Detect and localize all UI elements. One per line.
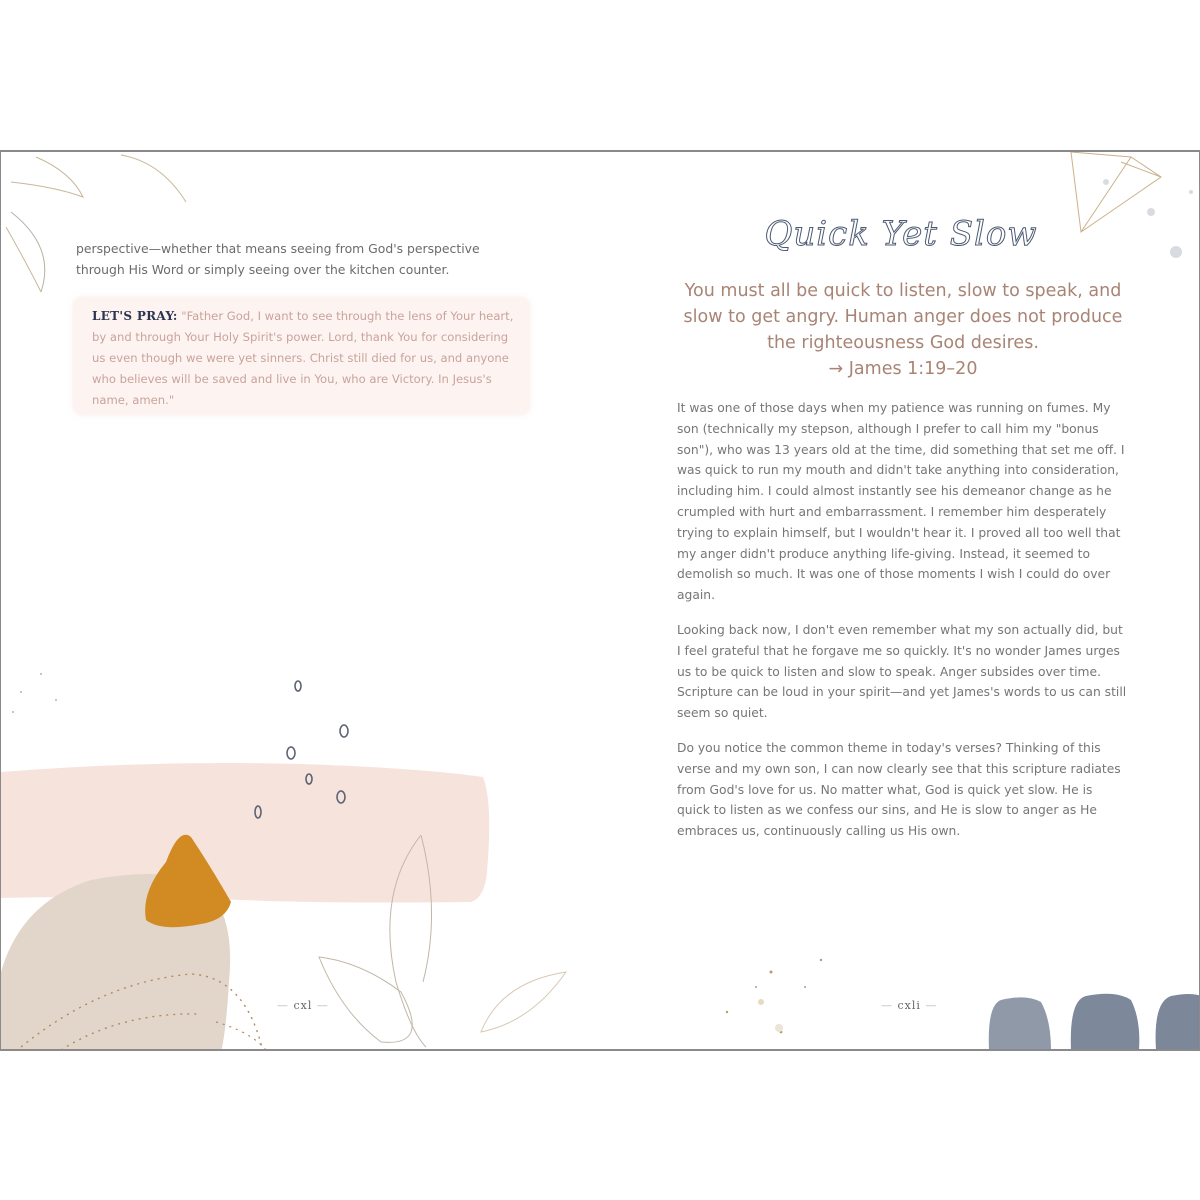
body-paragraph-1: It was one of those days when my patience was running on fumes. My son (technically my stepson, although I prefer to call him my "bonus son"), who was 13 years old at the time, did something that set me off. I was quick to run my mouth and didn't take anything into consideration, including him. I could almost instantly see his demeanor change as he crumpled with hurt and embarrassment. I remember him desperately trying to explain himself, but I wouldn't hear it. I proved all too well that my anger didn't produce anything life-giving. Instead, it seemed to demolish so much. It was one of those moments I wish I could do over again. [677, 401, 1125, 603]
body-paragraph-3: Do you notice the common theme in today's verses? Thinking of this verse and my own son, I can now clearly see that this scripture radiates from God's love for us. No matter what, God is quick yet slow. He is quick to listen as we confess our sins, and He is slow to anger as He embraces us, continuously calling us His own. [677, 741, 1121, 839]
prayer-box [74, 298, 529, 414]
prayer-text [92, 306, 514, 411]
left-page-number: — cxl — [277, 999, 329, 1012]
prayer-label: LET'S PRAY: [92, 309, 178, 323]
book-spread [0, 150, 1200, 1051]
watercolor-shapes-bottom-left [1, 652, 601, 1051]
verse-text: You must all be quick to listen, slow to speak, and slow to get angry. Human anger does not produce the righteousness God desires. [683, 281, 1123, 353]
devotion-title: Quick Yet Slow [764, 214, 1038, 254]
prayer-body: "Father God, I want to see through the lens of Your heart, by and through Your Holy Spirit's power. Lord, thank You for considering us even though we were yet sinners. Christ still died for us, and anyone who believes will be saved and live in You, who are Victory. In Jesus's name, amen." [92, 309, 514, 407]
slate-watercolor-blocks [981, 990, 1200, 1050]
verse-reference: → James 1:19–20 [828, 359, 978, 379]
left-page-continuation-text: perspective—whether that means seeing from God's perspective through His Word or simply seeing over the kitchen counter. [76, 241, 480, 277]
gold-speckles-bottom-right [701, 942, 851, 1051]
body-paragraph-2: Looking back now, I don't even remember what my son actually did, but I feel grateful that he forgave me so quickly. It's no wonder James urges us to be quick to listen and slow to speak. Anger subsides over time. Scripture can be loud in your spirit—and yet James's words to us can still seem so quiet. [677, 623, 1127, 721]
scripture-verse [673, 278, 1133, 382]
right-page-number: — cxli — [881, 999, 938, 1012]
